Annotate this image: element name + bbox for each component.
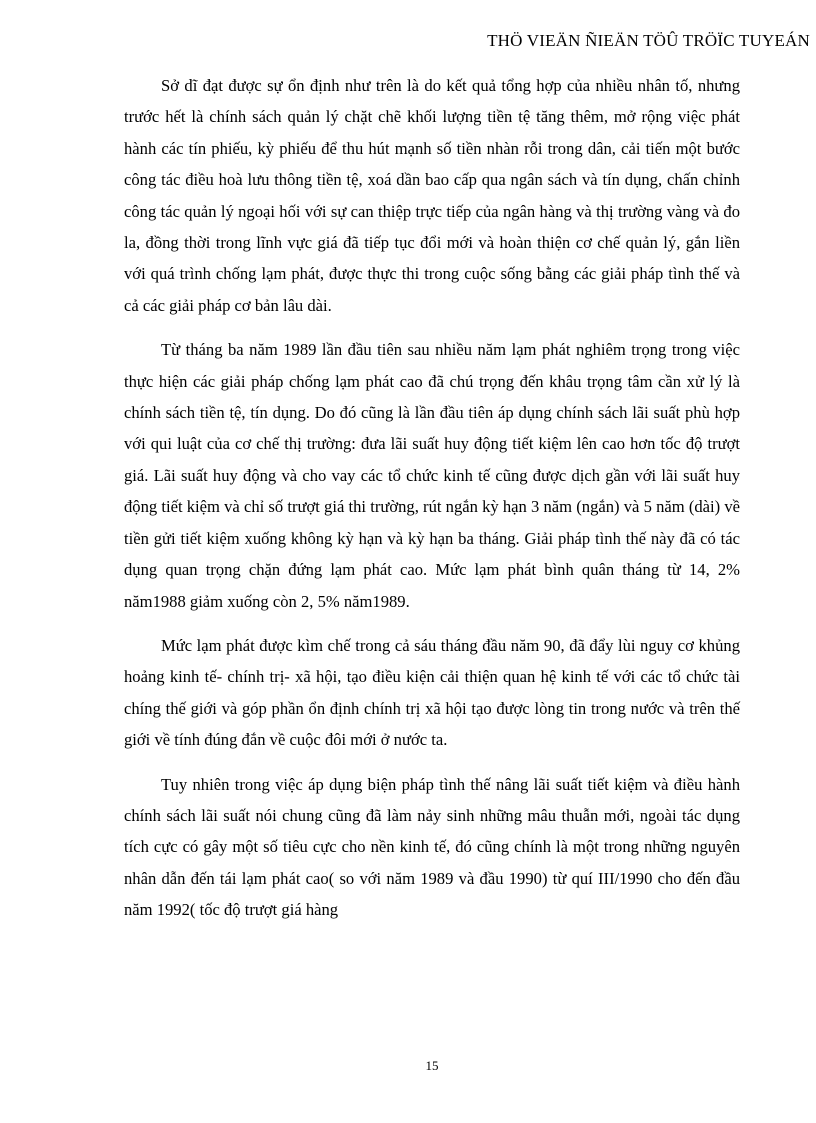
paragraph-1: Sở dĩ đạt được sự ổn định như trên là do kết quả tổng hợp của nhiều nhân tố, nhưng trước hết là chính sách quản lý chặt chẽ khối lượng tiền tệ tăng thêm, mở rộng việc phát hành các tín phiếu, kỳ phiếu để thu hút mạnh số tiền nhàn rỗi trong dân, cải tiến một bước công tác điều hoà lưu thông tiền tệ, xoá dần bao cấp qua ngân sách và tín dụng, chấn chỉnh công tác quản lý ngoại hối với sự can thiệp trực tiếp của ngân hàng và thị trường vàng và đo la, đồng thời trong lĩnh vực giá đã tiếp tục đổi mới và hoàn thiện cơ chế quản lý, gắn liền với quá trình chống lạm phát, được thực thi trong cuộc sống bằng các giải pháp tình thế và cả các giải pháp cơ bản lâu dài. [124,76,740,315]
page-number: 15 [425,1058,439,1073]
document-body [124,70,740,939]
paragraph-4: Tuy nhiên trong việc áp dụng biện pháp tình thế nâng lãi suất tiết kiệm và điều hành chính sách lãi suất nói chung cũng đã làm nảy sinh những mâu thuẫn mới, ngoài tác dụng tích cực có gây một số tiêu cực cho nền kinh tế, đó cũng chính là một trong những nguyên nhân dẫn đến tái lạm phát cao( so với năm 1989 và đầu 1990) từ quí III/1990 cho đến đầu năm 1992( tốc độ trượt giá hàng [124,774,740,920]
paragraph-3: Mức lạm phát được kìm chế trong cả sáu tháng đầu năm 90, đã đẩy lùi nguy cơ khủng hoảng kinh tế- chính trị- xã hội, tạo điều kiện cải thiện quan hệ kinh tế với các tổ chức tài chíng thế giới và góp phần ổn định chính trị xã hội tạo được lòng tin trong nước và trên thế giới về tính đúng đắn về cuộc đôi mới ở nước ta. [124,635,740,750]
paragraph-2: Từ tháng ba năm 1989 lần đầu tiên sau nhiều năm lạm phát nghiêm trọng trong việc thực hiện các giải pháp chống lạm phát cao đã chú trọng đến khâu trọng tâm cần xử lý là chính sách tiền tệ, tín dụng. Do đó cũng là lần đầu tiên áp dụng chính sách lãi suất phù hợp với qui luật của cơ chế thị trường: đưa lãi suất huy động tiết kiệm lên cao hơn tốc độ trượt giá. Lãi suất huy động và cho vay các tổ chức kinh tế cũng được dịch gần với lãi suất huy động tiết kiệm và chỉ số trượt giá thi trường, rút ngắn kỳ hạn 3 năm (ngắn) và 5 năm (dài) về tiền gửi tiết kiệm xuống không kỳ hạn và kỳ hạn ba tháng. Giải pháp tình thế này đã có tác dụng quan trọng chặn đứng lạm phát cao. Mức lạm phát bình quân tháng từ 14, 2% năm1988 giảm xuống còn 2, 5% năm1989. [124,340,740,611]
page-header: THÖ VIEÄN ÑIEÄN TÖÛ TRÖÏC TUYEÁN [487,31,810,50]
